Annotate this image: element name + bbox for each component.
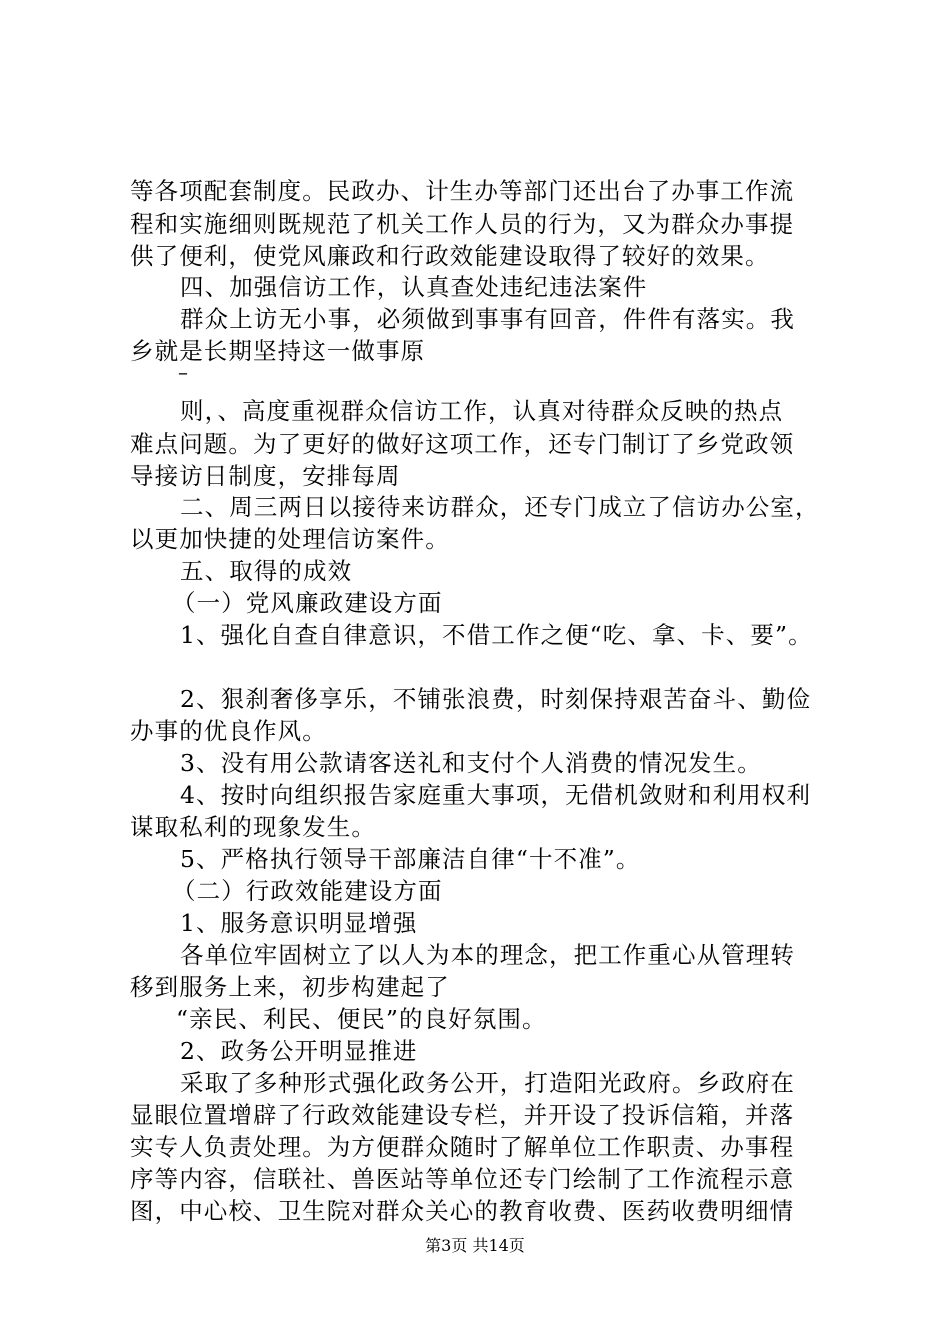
text-line: 实专人负责处理。为方便群众随时了解单位工作职责、办事程 <box>130 1133 795 1161</box>
text-line: “亲民、利民、便民”的良好氛围。 <box>176 1005 547 1033</box>
text-line: 以更加快捷的处理信访案件。 <box>130 525 450 553</box>
page-number-footer: 第3页 共14页 <box>425 1236 525 1255</box>
text-line: 乡就是长期坚持这一做事原 <box>130 337 426 365</box>
text-line: 办事的优良作风。 <box>130 717 327 745</box>
text-line: 各单位牢固树立了以人为本的理念，把工作重心从管理转 <box>180 941 795 969</box>
text-line: 供了便利，使党风廉政和行政效能建设取得了较好的效果。 <box>130 242 770 270</box>
list-item: 2、政务公开明显推进 <box>180 1037 418 1065</box>
text-line: 难点问题。为了更好的做好这项工作，还专门制订了乡党政领 <box>130 430 795 458</box>
text-line: 谋取私利的现象发生。 <box>130 813 376 841</box>
text-line: 程和实施细则既规范了机关工作人员的行为，又为群众办事提 <box>130 210 795 238</box>
section-heading: 四、加强信访工作，认真查处违纪违法案件 <box>180 273 648 301</box>
list-item: 3、没有用公款请客送礼和支付个人消费的情况发生。 <box>180 749 762 777</box>
list-item: 5、严格执行领导干部廉洁自律“十不准”。 <box>180 845 641 873</box>
section-heading: 五、取得的成效 <box>180 557 353 585</box>
text-line: 导接访日制度，安排每周 <box>130 462 401 490</box>
list-item: 1、强化自查自律意识，不借工作之便“吃、拿、卡、要”。 <box>180 621 813 649</box>
text-line: 显眼位置增辟了行政效能建设专栏，并开设了投诉信箱，并落 <box>130 1101 795 1129</box>
text-line: 采取了多种形式强化政务公开，打造阳光政府。乡政府在 <box>180 1069 795 1097</box>
text-line: 二、周三两日以接待来访群众，还专门成立了信访办公室， <box>180 493 820 521</box>
text-line: 则，、高度重视群众信访工作，认真对待群众反映的热点 <box>180 397 784 425</box>
text-line: 群众上访无小事，必须做到事事有回音，件件有落实。我 <box>180 305 795 333</box>
list-item: 1、服务意识明显增强 <box>180 909 418 937</box>
list-item: 2、狠刹奢侈享乐，不铺张浪费，时刻保持艰苦奋斗、勤俭 <box>180 685 812 713</box>
text-line: 序等内容，信联社、兽医站等单位还专门绘制了工作流程示意 <box>130 1165 795 1193</box>
text-line: 图，中心校、卫生院对群众关心的教育收费、医药收费明细情 <box>130 1197 795 1225</box>
subsection-heading: （二）行政效能建设方面 <box>172 877 443 905</box>
text-line: 移到服务上来，初步构建起了 <box>130 973 450 1001</box>
dash-mark: – <box>178 360 188 384</box>
list-item: 4、按时向组织报告家庭重大事项，无借机敛财和利用权利 <box>180 781 812 809</box>
subsection-heading: （一）党风廉政建设方面 <box>172 589 443 617</box>
text-line: 等各项配套制度。民政办、计生办等部门还出台了办事工作流 <box>130 177 795 205</box>
